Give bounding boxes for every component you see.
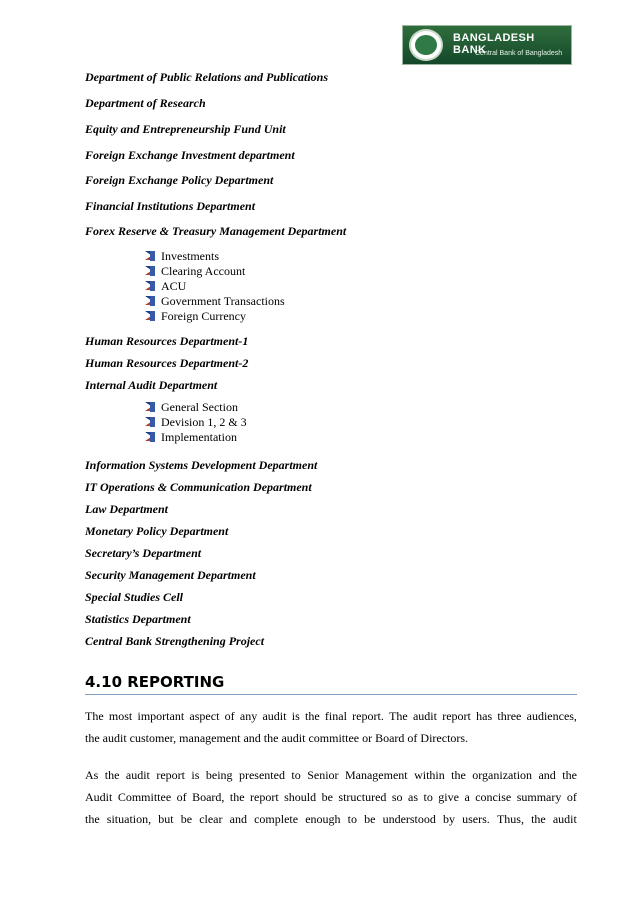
- dept-heading: Special Studies Cell: [85, 590, 184, 604]
- bullet-icon: [145, 266, 157, 276]
- bullet-icon: [145, 281, 157, 291]
- paragraph-line: the audit customer, management and the audit committee or Board of Directors.: [85, 731, 469, 745]
- list-item-label: Foreign Currency: [161, 309, 246, 323]
- paragraph-line: As the audit report is being presented to Senior Management within the organization and the: [85, 768, 577, 782]
- dept-heading: Department of Public Relations and Publications: [85, 70, 329, 84]
- list-item: [145, 400, 238, 415]
- section-heading: 4.10 REPORTING: [85, 673, 225, 691]
- dept-heading: Secretary’s Department: [85, 546, 202, 560]
- bullet-icon: [145, 417, 157, 427]
- dept-heading: Internal Audit Department: [85, 378, 218, 392]
- list-item: [145, 309, 246, 324]
- dept-heading: Security Management Department: [85, 568, 256, 582]
- dept-heading: Statistics Department: [85, 612, 191, 626]
- bullet-icon: [145, 402, 157, 412]
- dept-heading: Human Resources Department-2: [85, 356, 249, 370]
- dept-heading: Foreign Exchange Policy Department: [85, 173, 274, 187]
- dept-heading: IT Operations & Communication Department: [85, 480, 312, 494]
- dept-heading: Human Resources Department-1: [85, 334, 249, 348]
- list-item: [145, 294, 285, 309]
- paragraph: [85, 705, 577, 749]
- list-item-label: Devision 1, 2 & 3: [161, 415, 247, 429]
- paragraph: [85, 764, 577, 830]
- dept-heading: Information Systems Development Department: [85, 458, 318, 472]
- list-item: [145, 430, 237, 445]
- logo-subtitle: Central Bank of Bangladesh: [475, 50, 563, 57]
- dept-heading: Law Department: [85, 502, 168, 516]
- bullet-icon: [145, 296, 157, 306]
- paragraph-line: the situation, but be clear and complete enough to be understood by users. Thus, the audit: [85, 812, 577, 826]
- bullet-icon: [145, 311, 157, 321]
- bullet-icon: [145, 432, 157, 442]
- dept-heading: Foreign Exchange Investment department: [85, 148, 295, 162]
- dept-heading: Financial Institutions Department: [85, 199, 256, 213]
- list-item-label: Implementation: [161, 430, 237, 444]
- list-item-label: ACU: [161, 279, 187, 293]
- list-item: [145, 249, 219, 264]
- list-item: [145, 415, 247, 430]
- dept-heading: Equity and Entrepreneurship Fund Unit: [85, 122, 286, 136]
- bank-seal-icon: [409, 29, 443, 61]
- logo-name: BANGLADESH BANK: [453, 32, 535, 56]
- list-item: [145, 279, 186, 294]
- section-rule: [85, 694, 577, 695]
- paragraph-line: The most important aspect of any audit is the final report. The audit report has three audiences,: [85, 709, 577, 723]
- dept-heading: Monetary Policy Department: [85, 524, 229, 538]
- bangladesh-bank-logo: [402, 25, 572, 65]
- dept-heading: Department of Research: [85, 96, 206, 110]
- paragraph-line: Audit Committee of Board, the report should be structured so as to give a concise summary of: [85, 790, 577, 804]
- list-item-label: Clearing Account: [161, 264, 246, 278]
- bullet-icon: [145, 251, 157, 261]
- dept-heading: Forex Reserve & Treasury Management Department: [85, 224, 347, 238]
- list-item: [145, 264, 245, 279]
- dept-heading: Central Bank Strengthening Project: [85, 634, 265, 648]
- list-item-label: General Section: [161, 400, 238, 414]
- list-item-label: Investments: [161, 249, 219, 263]
- list-item-label: Government Transactions: [161, 294, 285, 308]
